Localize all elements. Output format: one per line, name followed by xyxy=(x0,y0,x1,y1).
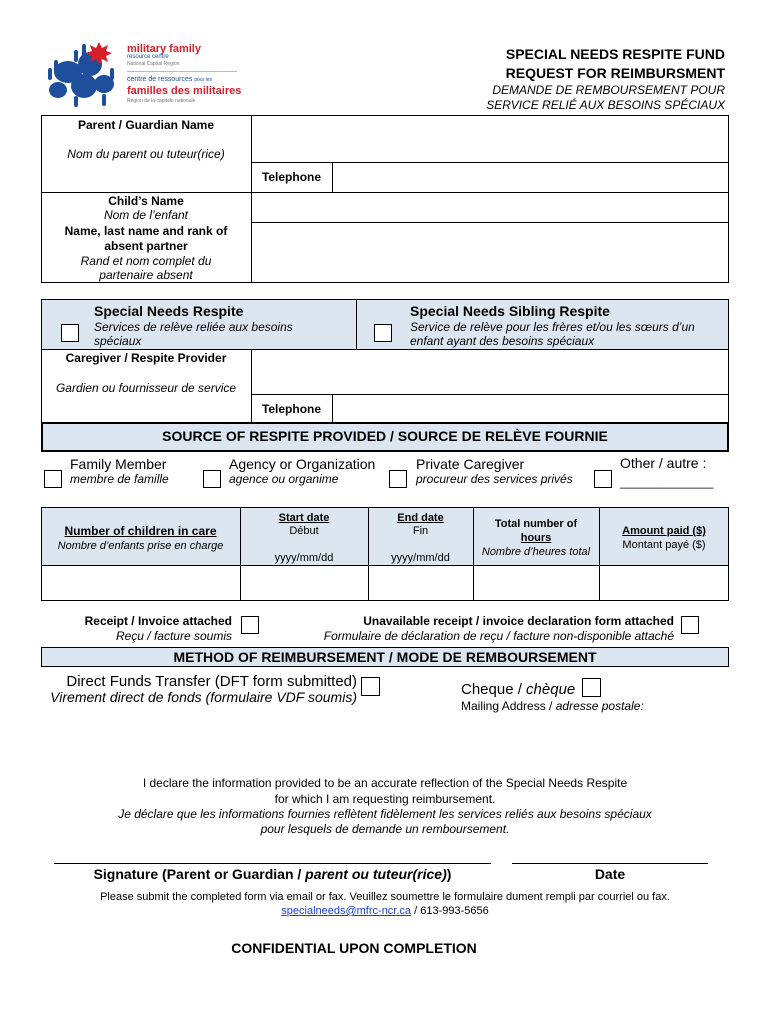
logo-hands-icon xyxy=(44,38,126,108)
parent-name-label: Parent / Guardian Name xyxy=(77,118,215,132)
partner-label-2: absent partner xyxy=(104,239,188,253)
end-date-format: yyyy/mm/dd xyxy=(391,552,450,564)
children-count-label: Number of children in care xyxy=(64,524,217,538)
dft-label-fr: Virement direct de fonds (formulaire VDF soumis) xyxy=(50,689,357,705)
total-hours-label-2: hours xyxy=(520,532,552,544)
declaration-en-2: for which I am requesting reimbursement. xyxy=(274,792,496,806)
end-date-field[interactable] xyxy=(369,566,473,600)
source-heading: SOURCE OF RESPITE PROVIDED / SOURCE DE RELÈVE FOURNIE xyxy=(162,428,608,444)
end-date-label: End date xyxy=(397,512,444,524)
signature-label xyxy=(54,866,491,883)
respite-fr-1: Services de relève reliée aux besoins xyxy=(94,320,293,334)
dft-label: Direct Funds Transfer (DFT form submitted) xyxy=(66,673,357,690)
dft-checkbox[interactable] xyxy=(361,677,380,696)
form-title-line1: SPECIAL NEEDS RESPITE FUND xyxy=(505,46,725,62)
amount-paid-label-fr: Montant payé ($) xyxy=(622,539,706,551)
logo-fr-name: familles des militaires xyxy=(127,85,242,97)
partner-label-fr-2: partenaire absent xyxy=(99,268,193,282)
submit-instructions: Please submit the completed form via email or fax. Veuillez soumettre le formulaire dument rempli par courriel ou fax. xyxy=(100,891,670,903)
start-date-label-fr: Début xyxy=(289,525,319,537)
child-name-field[interactable] xyxy=(252,193,728,222)
logo-fr-region: Région de la capitale nationale xyxy=(127,98,196,104)
logo-divider xyxy=(127,71,237,72)
partner-label-fr-1: Rand et nom complet du xyxy=(80,254,212,268)
cheque-checkbox[interactable] xyxy=(582,678,601,697)
signature-label-end: ) xyxy=(446,866,452,882)
reimbursement-heading: METHOD OF REIMBURSEMENT / MODE DE REMBOURSEMENT xyxy=(173,649,597,665)
logo-fr-pour: pour les xyxy=(194,77,213,83)
logo-en-sub: resource centre xyxy=(127,54,169,60)
unavailable-receipt-checkbox[interactable] xyxy=(681,616,699,634)
respite-checkbox[interactable] xyxy=(61,324,79,342)
mailing-address-field[interactable] xyxy=(461,714,729,764)
family-checkbox[interactable] xyxy=(44,470,62,488)
mailing-address-en: Mailing Address / xyxy=(461,699,556,713)
declaration-en-1: I declare the information provided to be an accurate reflection of the Special Needs Respite xyxy=(142,776,628,790)
other-checkbox[interactable] xyxy=(594,470,612,488)
parent-telephone-label: Telephone xyxy=(261,170,322,184)
cheque-label-en: Cheque / xyxy=(461,681,527,698)
sibling-title: Special Needs Sibling Respite xyxy=(410,303,610,319)
mailing-address-fr: adresse postale: xyxy=(555,699,644,713)
logo-en-region: National Capital Region xyxy=(127,61,180,67)
private-caregiver-label-fr: procureur des services privés xyxy=(416,472,573,486)
respite-fr-2: spéciaux xyxy=(94,334,142,348)
logo-fr-pre xyxy=(127,76,212,84)
cheque-label xyxy=(461,681,575,699)
family-label: Family Member xyxy=(70,456,167,472)
logo-fr-pre-text: centre de ressources xyxy=(127,76,193,83)
contact-line xyxy=(30,904,740,918)
respite-title: Special Needs Respite xyxy=(94,303,244,319)
caregiver-field[interactable] xyxy=(252,350,728,394)
start-date-format: yyyy/mm/dd xyxy=(274,552,334,564)
child-name-label-fr: Nom de l’enfant xyxy=(103,208,189,222)
form-title-fr-line1: DEMANDE DE REMBOURSEMENT POUR xyxy=(492,83,725,97)
private-caregiver-label: Private Caregiver xyxy=(416,456,525,472)
parent-name-field[interactable] xyxy=(252,116,728,162)
mailing-address-label xyxy=(461,699,644,714)
start-date-field[interactable] xyxy=(241,566,368,600)
receipt-attached-label: Receipt / Invoice attached xyxy=(84,614,232,628)
sibling-fr-1: Service de relève pour les frères et/ou les sœurs d’un xyxy=(410,320,695,334)
agency-label: Agency or Organization xyxy=(229,456,376,472)
private-caregiver-checkbox[interactable] xyxy=(389,470,407,488)
caregiver-telephone-label: Telephone xyxy=(261,402,322,416)
logo-en-name: military family xyxy=(127,43,201,55)
signature-label-en: Signature (Parent or Guardian / xyxy=(93,866,306,882)
cheque-label-fr: chèque xyxy=(526,681,576,698)
total-hours-label-fr: Nombre d’heures total xyxy=(481,546,591,558)
amount-paid-field[interactable] xyxy=(600,566,728,600)
signature-line[interactable] xyxy=(54,863,491,864)
caregiver-label-fr: Gardien ou fournisseur de service xyxy=(55,381,237,395)
confidential-notice: CONFIDENTIAL UPON COMPLETION xyxy=(231,940,477,956)
unavailable-receipt-label: Unavailable receipt / invoice declaration form attached xyxy=(363,614,674,628)
children-count-field[interactable] xyxy=(42,566,240,600)
sibling-fr-2: enfant ayant des besoins spéciaux xyxy=(410,334,595,348)
caregiver-telephone-field[interactable] xyxy=(333,395,728,422)
partner-label-1: Name, last name and rank of xyxy=(64,224,228,238)
total-hours-field[interactable] xyxy=(474,566,599,600)
agency-label-fr: agence ou organime xyxy=(229,472,339,486)
end-date-label-fr: Fin xyxy=(412,525,429,537)
family-label-fr: membre de famille xyxy=(70,472,169,486)
receipt-attached-label-fr: Reçu / facture soumis xyxy=(115,629,232,643)
parent-name-label-fr: Nom du parent ou tuteur(rice) xyxy=(67,147,225,161)
child-name-label: Child’s Name xyxy=(108,194,184,208)
email-link[interactable]: specialneeds@mfrc-ncr.ca xyxy=(281,905,412,917)
unavailable-receipt-label-fr: Formulaire de déclaration de reçu / facture non-disponible attaché xyxy=(323,629,674,643)
children-count-label-fr: Nombre d’enfants prise en charge xyxy=(57,540,224,552)
date-label: Date xyxy=(594,866,626,882)
receipt-attached-checkbox[interactable] xyxy=(241,616,259,634)
parent-telephone-field[interactable] xyxy=(333,163,728,192)
declaration-fr-2: pour lesquels de demande un remboursement. xyxy=(260,822,510,836)
sibling-checkbox[interactable] xyxy=(374,324,392,342)
amount-paid-label: Amount paid ($) xyxy=(622,525,706,537)
form-title-line2: REQUEST FOR REIMBURSMENT xyxy=(505,65,725,81)
other-label: Other / autre : xyxy=(620,455,707,471)
signature-label-fr: parent ou tuteur(rice) xyxy=(305,866,447,882)
logo xyxy=(44,38,244,110)
form-title-fr-line2: SERVICE RELIÉ AUX BESOINS SPÉCIAUX xyxy=(486,98,725,112)
caregiver-label: Caregiver / Respite Provider xyxy=(65,351,227,365)
total-hours-label-1: Total number of xyxy=(494,518,578,530)
partner-field[interactable] xyxy=(252,223,728,282)
start-date-label: Start date xyxy=(278,512,330,524)
fax-number: / 613-993-5656 xyxy=(411,905,489,917)
date-line[interactable] xyxy=(512,863,708,864)
declaration-fr-1: Je déclare que les informations fournies reflètent fidèlement les services reliés aux besoins spéciaux xyxy=(118,807,652,821)
agency-checkbox[interactable] xyxy=(203,470,221,488)
other-field[interactable]: ______________ xyxy=(620,475,714,489)
